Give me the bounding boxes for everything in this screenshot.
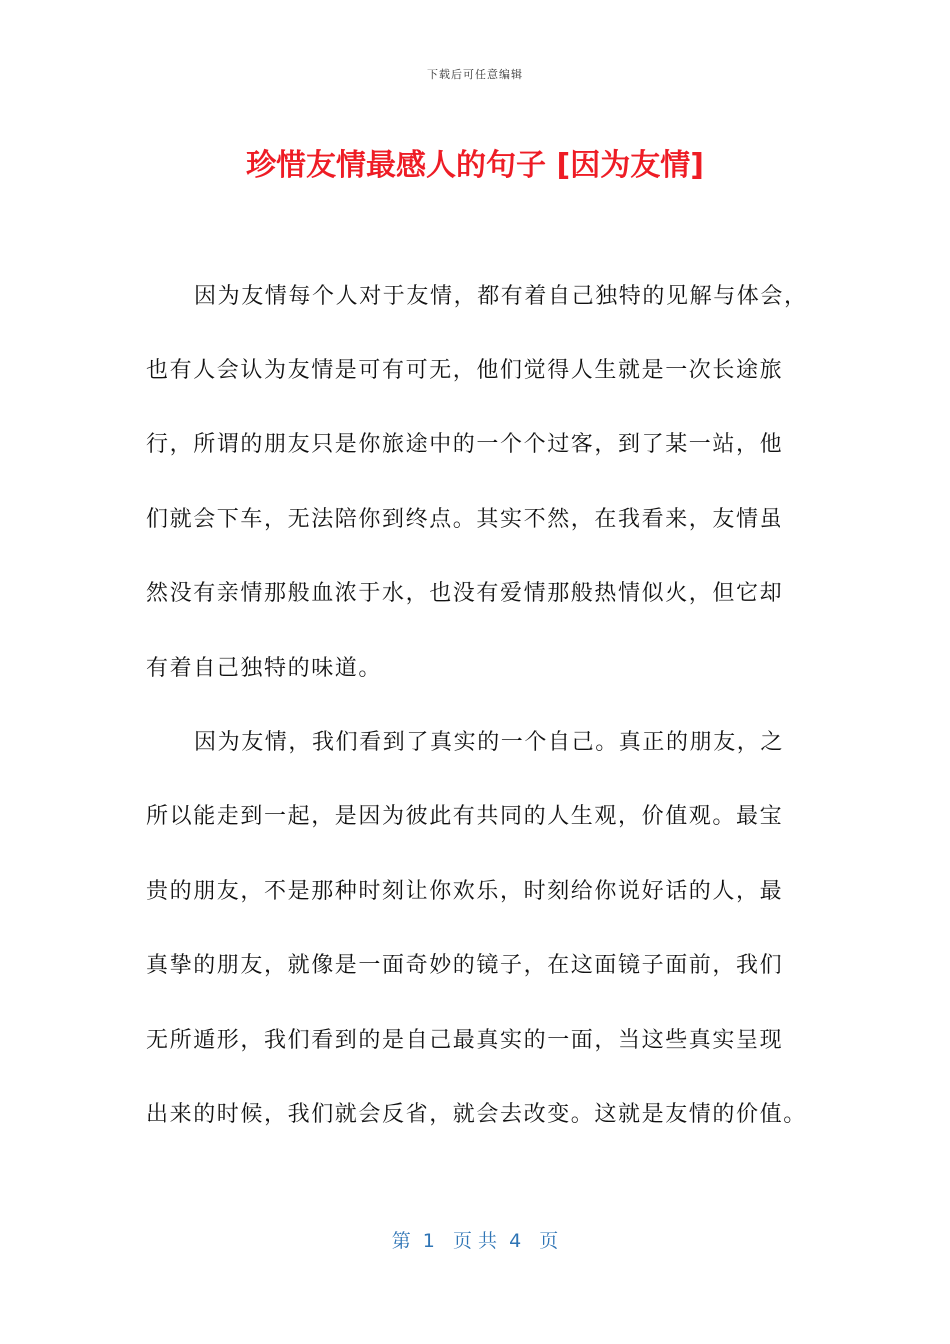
header-note: 下载后可任意编辑 [427, 68, 523, 81]
paragraph-1-line-5: 然没有亲情那般血浓于水，也没有爱情那般热情似火，但它却 [146, 581, 784, 606]
paragraph-1-line-6: 有着自己独特的味道。 [146, 656, 383, 681]
paragraph-2-line-1: 因为友情，我们看到了真实的一个自己。真正的朋友，之 [194, 730, 785, 755]
page-number-footer: 第 1 页 共 4 页 [391, 1230, 559, 1252]
paragraph-2-line-5: 无所遁形，我们看到的是自己最真实的一面，当这些真实呈现 [146, 1028, 784, 1053]
paragraph-2-line-2: 所以能走到一起，是因为彼此有共同的人生观，价值观。最宝 [146, 804, 784, 829]
paragraph-1-line-1: 因为友情每个人对于友情，都有着自己独特的见解与体会， [194, 284, 808, 309]
paragraph-2-line-3: 贵的朋友，不是那种时刻让你欢乐，时刻给你说好话的人，最 [146, 879, 784, 904]
paragraph-1-line-3: 行，所谓的朋友只是你旅途中的一个个过客，到了某一站，他 [146, 432, 784, 457]
paragraph-2-line-6: 出来的时候，我们就会反省，就会去改变。这就是友情的价值。 [146, 1102, 807, 1127]
paragraph-1-line-2: 也有人会认为友情是可有可无，他们觉得人生就是一次长途旅 [146, 358, 784, 383]
document-title: 珍惜友情最感人的句子 [因为友情] [246, 148, 704, 183]
paragraph-2-line-4: 真挚的朋友，就像是一面奇妙的镜子，在这面镜子面前，我们 [146, 953, 784, 978]
paragraph-1-line-4: 们就会下车，无法陪你到终点。其实不然，在我看来，友情虽 [146, 507, 784, 532]
